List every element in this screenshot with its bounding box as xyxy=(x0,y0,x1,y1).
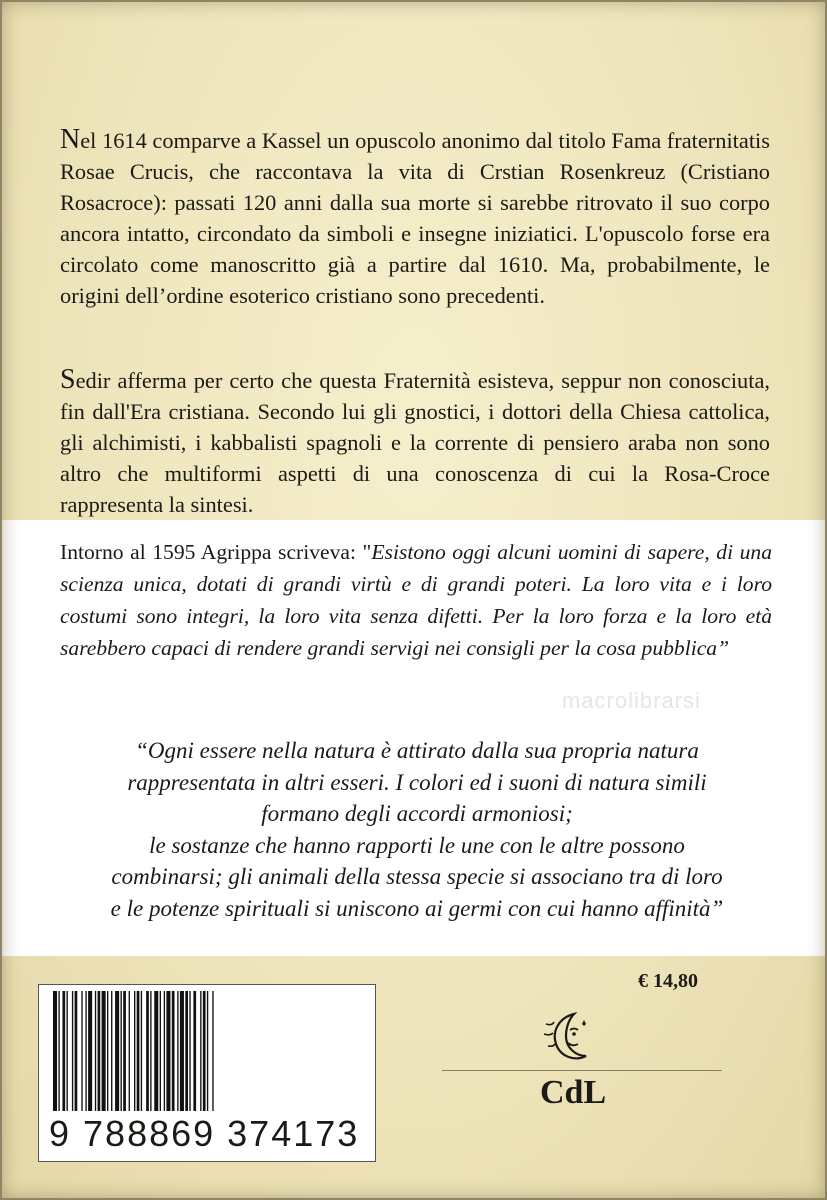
epigraph-line: le sostanze che hanno rapporti le une con le altre possono xyxy=(149,832,685,858)
paragraph-agrippa xyxy=(60,536,772,664)
barcode-bar xyxy=(207,991,208,1111)
barcode-bar xyxy=(146,991,149,1111)
barcode-bar xyxy=(154,991,158,1111)
barcode-bar xyxy=(150,991,151,1111)
dropcap: N xyxy=(60,124,81,155)
barcode-bar xyxy=(115,991,119,1111)
barcode-bar xyxy=(81,991,82,1111)
barcode-bar xyxy=(121,991,122,1111)
barcode-bar xyxy=(172,991,175,1111)
paragraph-intro: Intorno al 1595 Agrippa scriveva: " xyxy=(60,540,372,564)
barcode-bar xyxy=(111,991,112,1111)
paragraph-text: edir afferma per certo che questa Fraternità esisteva, seppur non conosciuta, fin dall'Era cristiana. Secondo lui gli gnostici, i dottori della Chiesa cattolica, gli alchimisti, i kabbalisti spagnoli e la corrente di pensiero araba non sono altro che multiformi aspetti di una conoscenza di cui la Rosa-Croce rappresenta la sintesi. xyxy=(60,368,770,517)
barcode xyxy=(38,984,376,1162)
barcode-bar xyxy=(72,991,73,1111)
barcode-bar xyxy=(177,991,178,1111)
barcode-bar xyxy=(95,991,96,1111)
epigraph xyxy=(82,735,752,924)
barcode-bar xyxy=(180,991,184,1111)
barcode-bar xyxy=(98,991,101,1111)
barcode-bar xyxy=(75,991,78,1111)
epigraph-line: e le potenze spirituali si uniscono ai germi con cui hanno affinità” xyxy=(110,895,724,921)
barcode-bar xyxy=(85,991,86,1111)
epigraph-line: combinarsi; gli animali della stessa specie si associano tra di loro xyxy=(111,864,723,889)
barcode-bar xyxy=(203,991,206,1111)
barcode-bar xyxy=(166,991,170,1111)
barcode-bar xyxy=(164,991,165,1111)
dropcap: S xyxy=(60,364,76,395)
barcode-number: 9 788869 374173 xyxy=(49,1113,360,1154)
barcode-bar xyxy=(107,991,108,1111)
barcode-bar xyxy=(137,991,140,1111)
paragraph-sedir xyxy=(60,364,770,520)
moon-face-icon xyxy=(540,1010,600,1066)
barcode-bar xyxy=(67,991,68,1111)
publisher-logo: CdL xyxy=(540,1074,607,1111)
agrippa-quote: Esistono oggi alcuni uomini di sapere, di una scienza unica, dotati di grandi virtù e di grandi poteri. La loro vita e i loro costumi sono integri, la loro vita senza difetti. Per la loro forza e la loro età sarebbero capaci di rendere grandi servigi nei consigli per la cosa pubblica” xyxy=(60,540,772,660)
barcode-bar xyxy=(185,991,188,1111)
barcode-bar xyxy=(62,991,65,1111)
divider xyxy=(442,1070,722,1071)
barcode-bar xyxy=(53,991,57,1111)
barcode-bar xyxy=(212,991,213,1111)
watermark: macrolibrarsi xyxy=(562,688,701,713)
barcode-bar xyxy=(102,991,106,1111)
barcode-bar xyxy=(129,991,130,1111)
barcode-bar xyxy=(160,991,161,1111)
barcode-bar xyxy=(88,991,92,1111)
barcode-bar xyxy=(200,991,201,1111)
paragraph-text: el 1614 comparve a Kassel un opuscolo anonimo dal titolo Fama fraternitatis Rosae Crucis, che raccontava la vita di Crstian Rosenkreuz (Cristiano Rosacroce): passati 120 anni dalla sua morte si sarebbe ritrovato il suo corpo ancora intatto, circondato da simboli e insegne iniziatici. L'opuscolo forse era circolato come manoscritto già a partire dal 1610. Ma, probabilmente, le origini dell’ordine esoterico cristiano sono precedenti. xyxy=(60,128,770,308)
epigraph-line: “Ogni essere nella natura è attirato dalla sua propria natura xyxy=(135,738,699,763)
barcode-bar xyxy=(58,991,59,1111)
barcode-bar xyxy=(189,991,190,1111)
barcode-bar xyxy=(193,991,196,1111)
barcode-bar xyxy=(141,991,142,1111)
epigraph-line: formano degli accordi armoniosi; xyxy=(261,801,573,826)
price-label: € 14,80 xyxy=(638,970,698,992)
epigraph-line: rappresentata in altri esseri. I colori ed i suoni di natura simili xyxy=(127,769,707,795)
barcode-bars xyxy=(47,991,367,1113)
barcode-bar xyxy=(123,991,126,1111)
barcode-bar xyxy=(134,991,135,1111)
paragraph-history xyxy=(60,124,770,311)
